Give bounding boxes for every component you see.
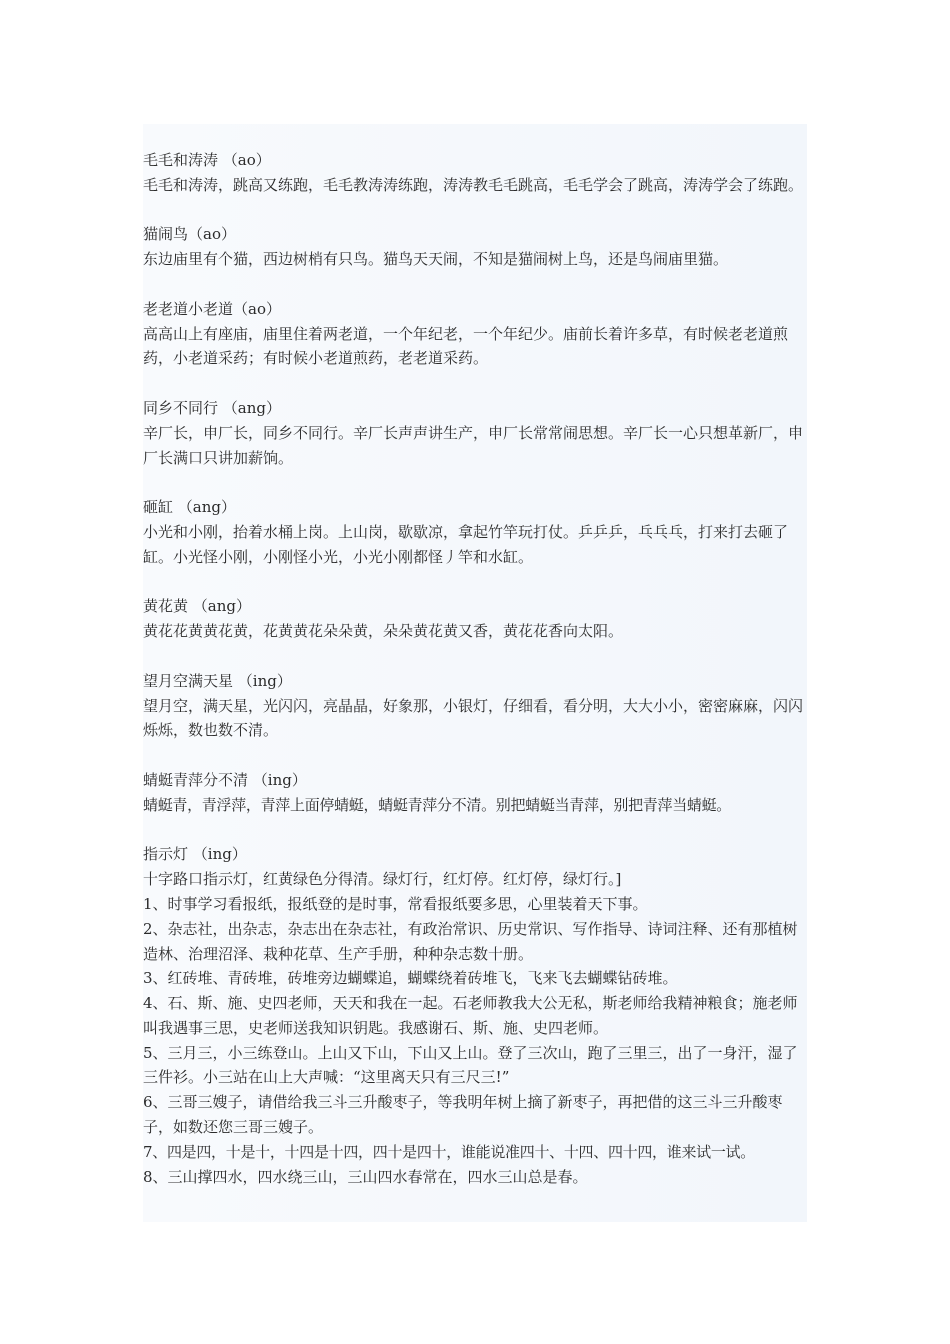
section-body: 蜻蜓青，青浮萍，青萍上面停蜻蜓，蜻蜓青萍分不清。别把蜻蜓当青萍，别把青萍当蜻蜓。 <box>143 795 732 814</box>
section-title: 望月空满天星 （ing） <box>143 671 292 690</box>
list-item: 6、三哥三嫂子，请借给我三斗三升酸枣子，等我明年树上摘了新枣子，再把借的这三斗三升酸枣子，如数还您三哥三嫂子。 <box>143 1093 783 1137</box>
list-item: 3、红砖堆、青砖堆，砖堆旁边蝴蝶追，蝴蝶绕着砖堆飞，飞来飞去蝴蝶钻砖堆。 <box>143 969 678 988</box>
section-title: 砸缸 （ang） <box>143 498 236 517</box>
section-title: 同乡不同行 （ang） <box>143 398 281 417</box>
section-title: 毛毛和涛涛 （ao） <box>143 151 271 169</box>
section-body: 小光和小刚，抬着水桶上岗。上山岗，歇歇凉，拿起竹竿玩打仗。乒乒乒，乓乓乓，打来打去砸了缸。小光怪小刚，小刚怪小光，小光小刚都怪丿竿和水缸。 <box>143 522 789 566</box>
list-item: 8、三山撑四水，四水绕三山，三山四水春常在，四水三山总是春。 <box>143 1167 588 1186</box>
section-body: 东边庙里有个猫，西边树梢有只鸟。猫鸟天天闹，不知是猫闹树上鸟，还是鸟闹庙里猫。 <box>143 250 729 269</box>
section-title: 老老道小老道（ao） <box>143 299 281 318</box>
list-item: 5、三月三，小三练登山。上山又下山，下山又上山。登了三次山，跑了三里三，出了一身汗，湿了三件衫。小三站在山上大声喊：“这里离天只有三尺三!” <box>143 1043 798 1087</box>
section-zhishideng <box>143 842 807 1189</box>
section-qingting <box>143 768 807 818</box>
list-item: 2、杂志社，出杂志，杂志出在杂志社，有政治常识、历史常识、写作指导、诗词注释、还有那植树造林、治理沼泽、栽种花草、生产手册，种种杂志数十册。 <box>143 919 798 963</box>
section-body: 高高山上有座庙，庙里住着两老道，一个年纪老，一个年纪少。庙前长着许多草，有时候老老道煎药，小老道采药；有时候小老道煎药，老老道采药。 <box>143 324 789 368</box>
section-maomao-taotao <box>143 148 807 198</box>
section-huanghua <box>143 594 807 644</box>
section-wangyue <box>143 669 807 743</box>
list-item: 1、时事学习看报纸，报纸登的是时事，常看报纸要多思，心里装着天下事。 <box>143 894 648 913</box>
list-item: 7、四是四，十是十，十四是十四，四十是四十，谁能说准四十、十四、四十四，谁来试一试。 <box>143 1142 755 1161</box>
tongue-twister-document <box>143 124 807 1222</box>
section-body: 黄花花黄黄花黄，花黄黄花朵朵黄，朵朵黄花黄又香，黄花花香向太阳。 <box>143 622 624 641</box>
list-item: 4、石、斯、施、史四老师，天天和我在一起。石老师教我大公无私，斯老师给我精神粮食；施老师叫我遇事三思，史老师送我知识钥匙。我感谢石、斯、施、史四老师。 <box>143 994 798 1037</box>
section-za-gang <box>143 495 807 569</box>
section-body: 辛厂长，申厂长，同乡不同行。辛厂长声声讲生产，申厂长常常闹思想。辛厂长一心只想革新厂，申厂长满口只讲加薪饷。 <box>143 423 804 467</box>
section-title: 黄花黄 （ang） <box>143 597 251 616</box>
section-title: 蜻蜓青萍分不清 （ing） <box>143 770 307 789</box>
section-mao-nao-niao <box>143 222 807 272</box>
section-title: 指示灯 （ing） <box>143 845 247 864</box>
section-title: 猫闹鸟（ao） <box>143 225 236 244</box>
section-lao-daoshi <box>143 297 807 371</box>
section-body: 毛毛和涛涛，跳高又练跑，毛毛教涛涛练跑，涛涛教毛毛跳高，毛毛学会了跳高，涛涛学会了练跑。 <box>143 175 804 194</box>
section-body: 望月空，满天星，光闪闪，亮晶晶，好象那，小银灯，仔细看，看分明，大大小小，密密麻麻，闪闪烁烁，数也数不清。 <box>143 696 804 740</box>
list-item: 十字路口指示灯，红黄绿色分得清。绿灯行，红灯停。红灯停，绿灯行。] <box>143 870 622 889</box>
section-tongxiang <box>143 396 807 470</box>
